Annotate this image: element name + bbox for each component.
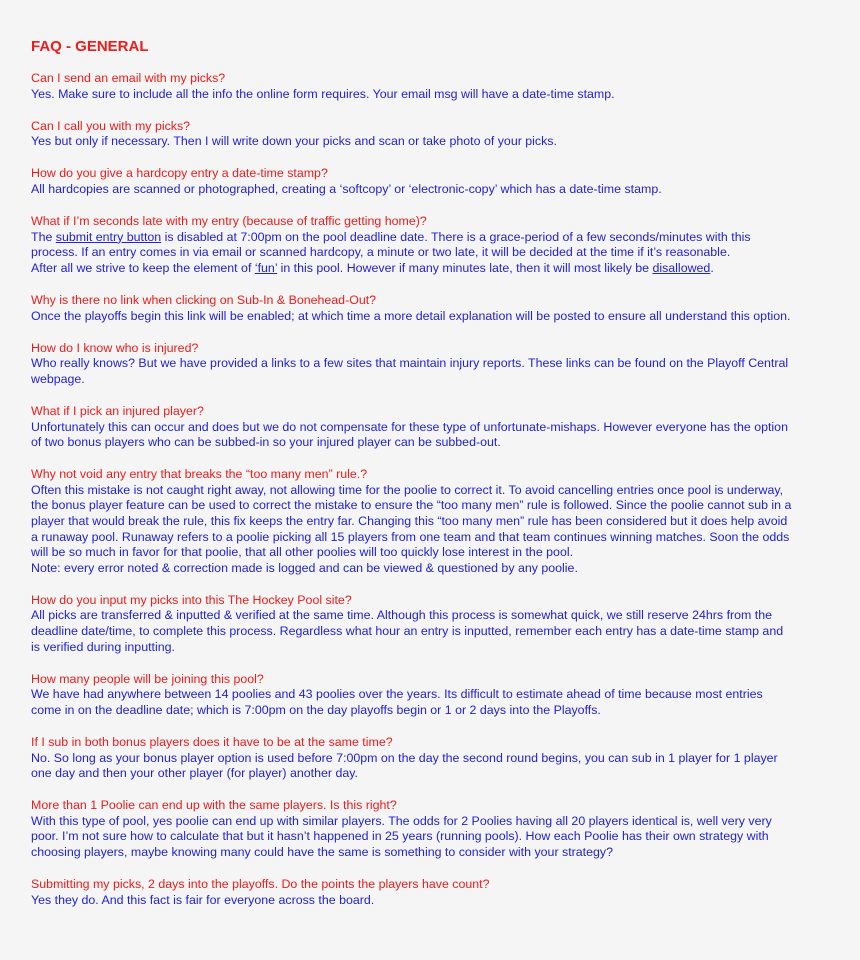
answer-text: in this pool. However if many minutes late, then it will most likely be [277,260,653,275]
faq-question: Can I call you with my picks? [31,118,191,133]
faq-answer-line: Yes they do. And this fact is fair for everyone across the board. [31,892,375,907]
faq-answer-line: the bonus player feature can be used to correct the mistake to ensure the “too many men” rule is followed. Since the poolie cannot sub in a [31,498,792,513]
faq-question: How do I know who is injured? [31,340,199,355]
faq-question: Why is there no link when clicking on Sub-In & Bonehead-Out? [31,292,377,307]
faq-answer-line: Yes. Make sure to include all the info the online form requires. Your email msg will have a date-time stamp. [31,86,615,101]
faq-answer-line: No. So long as your bonus player option is used before 7:00pm on the day the second round begins, you can sub in 1 player for 1 player [31,750,778,765]
faq-answer-line: is verified during inputting. [31,639,175,654]
faq-answer-line: Often this mistake is not caught right away, not allowing time for the poolie to correct it. To avoid cancelling entries once pool is underway, [31,482,784,497]
faq-answer-line: come in on the deadline date; which is 7:00pm on the day playoffs begin or 1 or 2 days into the Playoffs. [31,702,601,717]
faq-item-late-points [31,877,834,908]
faq-question: How do you give a hardcopy entry a date-time stamp? [31,166,328,181]
faq-answer-line: Once the playoffs begin this link will be enabled; at which time a more detail explanation will be posted to ensure all understand this option. [31,308,791,323]
answer-text: is disabled at 7:00pm on the pool deadline date. There is a grace-period of a few seconds/minutes with this [161,229,751,244]
faq-answer-line: With this type of pool, yes poolie can end up with similar players. The odds for 2 Poolies having all 20 players identical is, well very very [31,813,772,828]
faq-question: Can I send an email with my picks? [31,71,226,85]
answer-text: The [31,229,56,244]
faq-answer-line: We have had anywhere between 14 poolies and 43 poolies over the years. Its difficult to estimate ahead of time because most entries [31,687,763,702]
faq-answer-line: of two bonus players who can be subbed-in so your injured player can be subbed-out. [31,435,501,450]
faq-answer-line [31,230,834,246]
faq-answer-line [31,261,834,277]
faq-item-call [31,119,834,150]
faq-question: Why not void any entry that breaks the “too many men” rule.? [31,467,368,482]
faq-item-input-picks [31,593,834,655]
faq-answer-line: one day and then your other player (for player) another day. [31,766,358,781]
faq-item-bonus-players [31,735,834,782]
faq-item-injured [31,341,834,388]
faq-question: More than 1 Poolie can end up with the same players. Is this right? [31,798,397,813]
faq-item-too-many-men [31,467,834,576]
faq-answer-line: will be so much in favor for that poolie, that all other poolies will too quickly lose interest in the pool. [31,545,574,560]
faq-answer-line: webpage. [31,371,85,386]
page-title: FAQ - GENERAL [31,38,149,55]
answer-text: After all we strive to keep the element of [31,260,255,275]
faq-question: Submitting my picks, 2 days into the playoffs. Do the points the players have count? [31,877,490,892]
faq-answer-line: Unfortunately this can occur and does but we do not compensate for these type of unfortunate-mishaps. However everyone has the option [31,419,788,434]
faq-question: How many people will be joining this pool? [31,671,264,686]
faq-item-same-players [31,798,834,860]
faq-question: How do you input my picks into this The Hockey Pool site? [31,592,352,607]
faq-answer-line: Who really knows? But we have provided a links to a few sites that maintain injury reports. These links can be found on the Playoff Central [31,356,789,371]
faq-question: If I sub in both bonus players does it have to be at the same time? [31,735,393,749]
faq-item-hardcopy [31,166,834,197]
faq-answer-line: poor. I’m not sure how to calculate that but it hasn’t happened in 25 years (running pools). How each Poolie has their own strategy with [31,829,769,844]
faq-item-how-many-people [31,672,834,719]
faq-answer-line: Note: every error noted & correction made is logged and can be viewed & questioned by any poolie. [31,560,578,575]
answer-text: . [710,260,714,275]
submit-entry-button-link[interactable]: submit entry button [55,229,162,244]
faq-question: What if I pick an injured player? [31,403,204,418]
faq-answer-line: All picks are transferred & inputted & verified at the same time. Although this process is somewhat quick, we still reserve 24hrs from the [31,608,773,623]
faq-answer-line: choosing players, maybe knowing many could have the same is something to consider with your strategy? [31,845,613,860]
faq-item-sub-in-link [31,293,834,324]
faq-item-late-entry [31,214,834,276]
faq-answer-line: deadline date/time, to complete this process. Regardless what hour an entry is inputted, remember each entry has a date-time stamp and [31,624,784,639]
faq-item-injured-player [31,404,834,451]
faq-question: What if I’m seconds late with my entry (because of traffic getting home)? [31,214,427,229]
faq-item-email [31,71,834,102]
disallowed-link[interactable]: disallowed [652,260,711,275]
faq-answer-line: Yes but only if necessary. Then I will write down your picks and scan or take photo of your picks. [31,134,557,149]
faq-answer-line: a runaway pool. Runaway refers to a poolie picking all 15 players from one team and that team continues winning matches. Soon the odds [31,529,790,544]
faq-answer-line: All hardcopies are scanned or photographed, creating a ‘softcopy’ or ‘electronic-copy’ which has a date-time stamp. [31,181,662,196]
faq-answer-line: player that would break the rule, this fix keeps the entry far. Changing this “too many men” rule has been considered but it does help avoid [31,513,788,528]
fun-link[interactable]: ‘fun’ [254,260,278,275]
faq-answer-line: process. If an entry comes in via email or scanned hardcopy, a minute or two late, it will be decided at the time if it’s reasonable. [31,245,731,260]
